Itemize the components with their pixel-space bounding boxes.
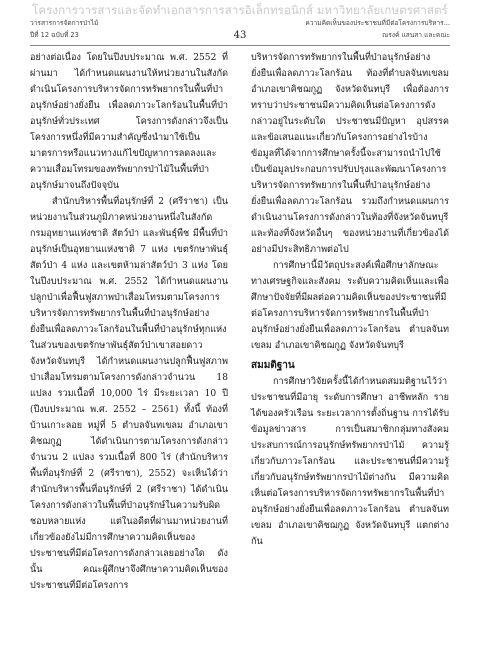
journal-name: วารสารการจัดการป่าไม้ [30,19,99,27]
volume-issue: ปีที่ 12 ฉบับที่ 23 [30,31,79,39]
section-heading: สมมติฐาน [251,360,295,371]
watermark: โครงการวารสารและจัดทำเอกสารการสารอิเล็กทรอนิกส์ มหาวิทยาลัยเกษตรศาสตร์ [32,3,448,17]
header-rule [30,45,450,46]
paragraph: อย่างต่อเนื่อง โดยในปีงบประมาณ พ.ศ. 2552 ที่ผ่านมา ได้กำหนดแผนงานให้หน่วยงานในสังกัดดำเนินโครงการบริหารจัดการทรัพยากรในพื้นที่ป่าอนุรักษ์อย่างยั่งยืน เพื่อลดภาวะโลกร้อนในพื้นที่ป่าอนุรักษ์ทั่วประเทศ โครงการดังกล่าวจึงเป็นโครงการหนึ่งที่มีความสำคัญซึ่งนำมาใช้เป็นมาตรการหรือแนวทางแก้ไขปัญหาการลดลงและความเสื่อมโทรมของทรัพยากรป่าไม้ในพื้นที่ป่าอนุรักษ์มาจนถึงปัจจุบัน [30,53,228,191]
article-title: ความคิดเห็นของประชาชนที่มีต่อโครงการบริหาร... [305,19,450,27]
paragraph: สำนักบริหารพื้นที่อนุรักษ์ที่ 2 (ศรีราชา) เป็นหน่วยงานในส่วนภูมิภาคหน่วยงานหนึ่งในสังกัดกรมอุทยานแห่งชาติ สัตว์ป่า และพันธุ์พืช มีพื้นที่ป่าอนุรักษ์เป็นอุทยานแห่งชาติ 7 แห่ง เขตรักษาพันธุ์สัตว์ป่า 4 แห่ง และเขตห้ามล่าสัตว์ป่า 3 แห่ง โดยในปีงบประมาณ พ.ศ. 2552 ได้กำหนดแผนงานปลูกป่าเพื่อฟื้นฟูสภาพป่าเสื่อมโทรมตามโครงการบริหารจัดการทรัพยากรในพื้นที่ป่าอนุรักษ์อย่างยั่งยืนเพื่อลดภาวะโลกร้อนในพื้นที่ป่าอนุรักษ์ทุกแห่ง ในส่วนของเขตรักษาพันธุ์สัตว์ป่าเขาสอยดาว จังหวัดจันทบุรี ได้กำหนดแผนงานปลูกฟื้นฟูสภาพป่าเสื่อมโทรมตามโครงการดังกล่าวจำนวน 18 แปลง รวมเนื้อที่ 10,000 ไร่ มีระยะเวลา 10 ปี (ปีงบประมาณ พ.ศ. 2552 – 2561) ทั้งนี้ ท้องที่บ้านเกาะลอย หมู่ที่ 5 ตำบลจันทเขลม อำเภอเขาคิชฌกูฏ ได้ดำเนินการตามโครงการดังกล่าวจำนวน 2 แปลง รวมเนื้อที่ 800 ไร่ (สำนักบริหารพื้นที่อนุรักษ์ที่ 2 (ศรีราชา), 2552) จะเห็นได้ว่า สำนักบริหารพื้นที่อนุรักษ์ที่ 2 (ศรีราชา) ได้ดำเนินโครงการดังกล่าวในพื้นที่ป่าอนุรักษ์ในความรับผิดชอบหลายแห่ง แต่ในอดีตที่ผ่านมาหน่วยงานที่เกี่ยวข้องยังไม่มีการศึกษาความคิดเห็นของประชาชนที่มีต่อโครงการดังกล่าวเลยอย่างใด ดังนั้น คณะผู้ศึกษาจึงศึกษาความคิดเห็นของประชาชนที่มีต่อโครงการ [30,197,228,591]
paragraph: บริหารจัดการทรัพยากรในพื้นที่ป่าอนุรักษ์อย่างยั่งยืนเพื่อลดภาวะโลกร้อน ท้องที่ตำบลจันทเขลม อำเภอเขาคิชฌกูฏ จังหวัดจันทบุรี เพื่อต้องการทราบว่าประชาชนมีความคิดเห็นต่อโครงการดังกล่าวอยู่ในระดับใด ประชาชนมีปัญหา อุปสรรค และข้อเสนอแนะเกี่ยวกับโครงการอย่างไรบ้าง ข้อมูลที่ได้จากการศึกษาครั้งนี้จะสามารถนำไปใช้เป็นข้อมูลประกอบการปรับปรุงและพัฒนาโครงการบริหารจัดการทรัพยากรในพื้นที่ป่าอนุรักษ์อย่างยั่งยืนเพื่อลดภาวะโลกร้อน รวมถึงกำหนดแผนการดำเนินงานโครงการดังกล่าวในท้องที่จังหวัดจันทบุรี และท้องที่จังหวัดอื่นๆ ของหน่วยงานที่เกี่ยวข้องได้อย่างมีประสิทธิภาพต่อไป [251,53,449,255]
running-header-right [305,17,450,41]
paragraph: การศึกษาวิจัยครั้งนี้ได้กำหนดสมมติฐานไว้ว่า ประชาชนที่มีอายุ ระดับการศึกษา อาชีพหลัก รายได้ของครัวเรือน ระยะเวลาการตั้งถิ่นฐาน การได้รับข้อมูลข่าวสาร การเป็นสมาชิกกลุ่มทางสังคม ประสบการณ์การอนุรักษ์ทรัพยากรป่าไม้ ความรู้เกี่ยวกับภาวะโลกร้อน และประชาชนที่มีความรู้เกี่ยวกับอนุรักษ์ทรัพยากรป่าไม้ต่างกัน มีความคิดเห็นต่อโครงการบริหารจัดการทรัพยากรในพื้นที่ป่าอนุรักษ์อย่างยั่งยืนเพื่อลดภาวะโลกร้อน ตำบลจันทเขลม อำเภอเขาคิชฌกูฏ จังหวัดจันทบุรี แตกต่างกัน [251,377,449,547]
left-column [30,50,228,594]
authors: ณรงค์ แสนสา และคณะ [382,31,450,39]
page-number: 43 [233,30,247,41]
right-column [251,50,449,550]
paragraph: การศึกษานี้มีวัตถุประสงค์เพื่อศึกษาลักษณะทางเศรษฐกิจและสังคม ระดับความคิดเห็นและเพื่อศึกษาปัจจัยที่มีผลต่อความคิดเห็นของประชาชนที่มีต่อโครงการบริหารจัดการทรัพยากรในพื้นที่ป่าอนุรักษ์อย่างยั่งยืนเพื่อลดภาวะโลกร้อน ตำบลจันทเขลม อำเภอเขาคิชฌกูฏ จังหวัดจันทบุรี [251,261,449,351]
